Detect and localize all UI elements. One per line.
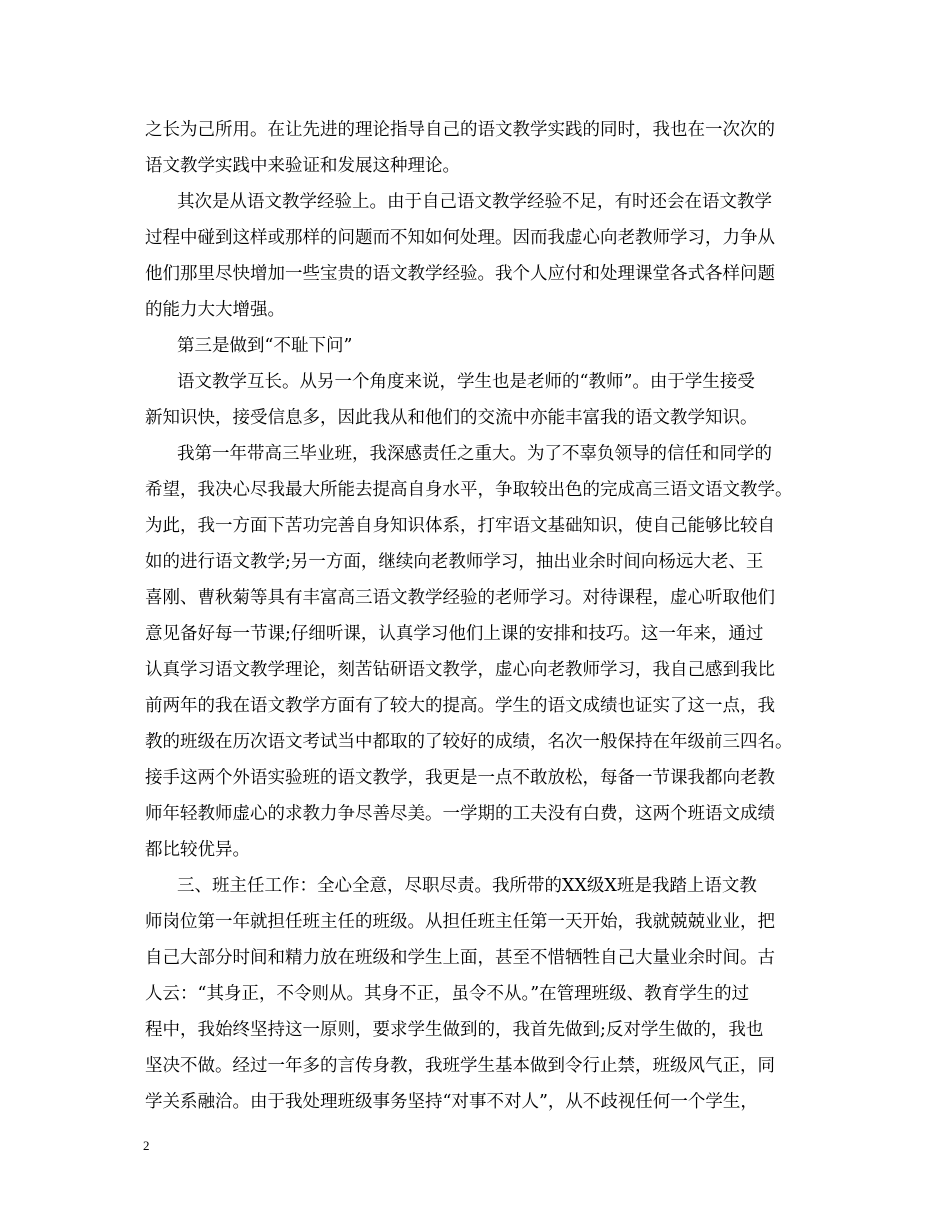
text-line: 都比较优异。 [145, 840, 250, 860]
text-line: 希望，我决心尽我最大所能去提高自身水平，争取较出色的完成高三语文语文教学。 [145, 480, 793, 500]
text-line: 师年轻教师虚心的求教力争尽善尽美。一学期的工夫没有白费，这两个班语文成绩 [145, 804, 775, 824]
text-line: 坚决不做。经过一年多的言传身教，我班学生基本做到令行止禁，班级风气正，同 [145, 1056, 775, 1076]
text-line: 人云：“其身正，不令则从。其身不正，虽令不从。”在管理班级、教育学生的过 [145, 984, 750, 1004]
text-line: 其次是从语文教学经验上。由于自己语文教学经验不足，有时还会在语文教学 [177, 192, 772, 212]
text-line: 他们那里尽快增加一些宝贵的语文教学经验。我个人应付和处理课堂各式各样问题 [145, 264, 775, 284]
text-line: 程中，我始终坚持这一原则，要求学生做到的，我首先做到;反对学生做的，我也 [145, 1020, 764, 1040]
text-line: 认真学习语文教学理论，刻苦钻研语文教学，虚心向老教师学习，我自己感到我比 [145, 660, 775, 680]
text-line: 自己大部分时间和精力放在班级和学生上面，甚至不惜牺牲自己大量业余时间。古 [145, 948, 775, 968]
text-line: 新知识快，接受信息多，因此我从和他们的交流中亦能丰富我的语文教学知识。 [145, 408, 758, 428]
text-line: 师岗位第一年就担任班主任的班级。从担任班主任第一天开始，我就兢兢业业，把 [145, 912, 775, 932]
text-line: 语文教学互长。从另一个角度来说，学生也是老师的“教师”。由于学生接受 [177, 372, 755, 392]
text-line: 喜刚、曹秋菊等具有丰富高三语文教学经验的老师学习。对待课程，虚心听取他们 [145, 588, 775, 608]
text-line: 之长为己所用。在让先进的理论指导自己的语文教学实践的同时，我也在一次次的 [145, 120, 775, 140]
text-line: 过程中碰到这样或那样的问题而不知如何处理。因而我虚心向老教师学习，力争从 [145, 228, 775, 248]
text-line: 学关系融洽。由于我处理班级事务坚持“对事不对人”，从不歧视任何一个学生， [145, 1092, 758, 1112]
text-line: 我第一年带高三毕业班，我深感责任之重大。为了不辜负领导的信任和同学的 [177, 444, 772, 464]
page-number: 2 [143, 1138, 150, 1153]
text-line: 三、班主任工作：全心全意，尽职尽责。我所带的XX级X班是我踏上语文教 [177, 876, 757, 896]
text-line: 接手这两个外语实验班的语文教学，我更是一点不敢放松，每备一节课我都向老教 [145, 768, 775, 788]
text-line: 教的班级在历次语文考试当中都取的了较好的成绩，名次一般保持在年级前三四名。 [145, 732, 793, 752]
text-line: 意见备好每一节课;仔细听课，认真学习他们上课的安排和技巧。这一年来，通过 [145, 624, 764, 644]
text-line: 如的进行语文教学;另一方面，继续向老教师学习，抽出业余时间向杨远大老、王 [145, 552, 764, 572]
text-line: 为此，我一方面下苦功完善自身知识体系，打牢语文基础知识，使自己能够比较自 [145, 516, 775, 536]
text-line: 的能力大大增强。 [145, 300, 285, 320]
text-line: 语文教学实践中来验证和发展这种理论。 [145, 156, 460, 176]
text-line: 前两年的我在语文教学方面有了较大的提高。学生的语文成绩也证实了这一点，我 [145, 696, 775, 716]
section-heading: 第三是做到“不耻下问” [177, 336, 353, 356]
